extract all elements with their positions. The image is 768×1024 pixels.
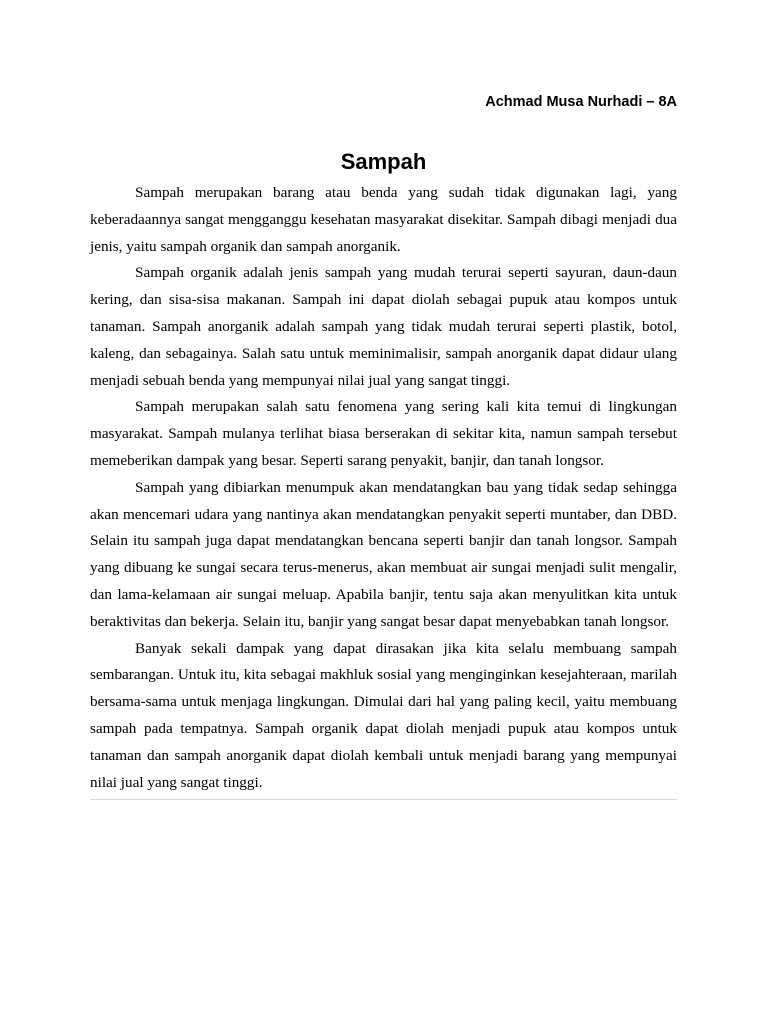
document-body (90, 180, 677, 796)
paragraph-5: Banyak sekali dampak yang dapat dirasakan jika kita selalu membuang sampah sembarangan. Untuk itu, kita sebagai makhluk sosial yang menginginkan kesejahteraan, marilah bersama-sama untuk menjaga lingkungan. Dimulai dari hal yang paling kecil, yaitu membuang sampah pada tempatnya. Sampah organik dapat diolah menjadi pupuk atau kompos untuk tanaman dan sampah anorganik dapat diolah kembali untuk menjadi barang yang mempunyai nilai jual yang sangat tinggi. (90, 639, 677, 791)
paragraph-2: Sampah organik adalah jenis sampah yang mudah terurai seperti sayuran, daun-daun kering, dan sisa-sisa makanan. Sampah ini dapat diolah sebagai pupuk atau kompos untuk tanaman. Sampah anorganik adalah sampah yang tidak mudah terurai seperti plastik, botol, kaleng, dan sebagainya. Salah satu untuk meminimalisir, sampah anorganik dapat didaur ulang menjadi sebuah benda yang mempunyai nilai jual yang sangat tinggi. (90, 264, 677, 389)
document-title: Sampah (340, 149, 427, 174)
author-line: Achmad Musa Nurhadi – 8A (485, 94, 677, 110)
paragraph-1: Sampah merupakan barang atau benda yang sudah tidak digunakan lagi, yang keberadaannya sangat mengganggu kesehatan masyarakat disekitar. Sampah dibagi menjadi dua jenis, yaitu sampah organik dan sampah anorganik. (90, 184, 677, 255)
paragraph-4: Sampah yang dibiarkan menumpuk akan mendatangkan bau yang tidak sedap sehingga akan mencemari udara yang nantinya akan mendatangkan penyakit seperti muntaber, dan DBD. Selain itu sampah juga dapat mendatangkan bencana seperti banjir dan tanah longsor. Sampah yang dibuang ke sungai secara terus-menerus, akan membuat air sungai menjadi sulit mengalir, dan lama-kelamaan air sungai meluap. Apabila banjir, tentu saja akan menyulitkan kita untuk beraktivitas dan bekerja. Selain itu, banjir yang sangat besar dapat menyebabkan tanah longsor. (90, 478, 677, 630)
paragraph-3: Sampah merupakan salah satu fenomena yang sering kali kita temui di lingkungan masyarakat. Sampah mulanya terlihat biasa berserakan di sekitar kita, namun sampah tersebut memeberikan dampak yang besar. Seperti sarang penyakit, banjir, dan tanah longsor. (90, 398, 677, 469)
page-divider (90, 799, 677, 800)
